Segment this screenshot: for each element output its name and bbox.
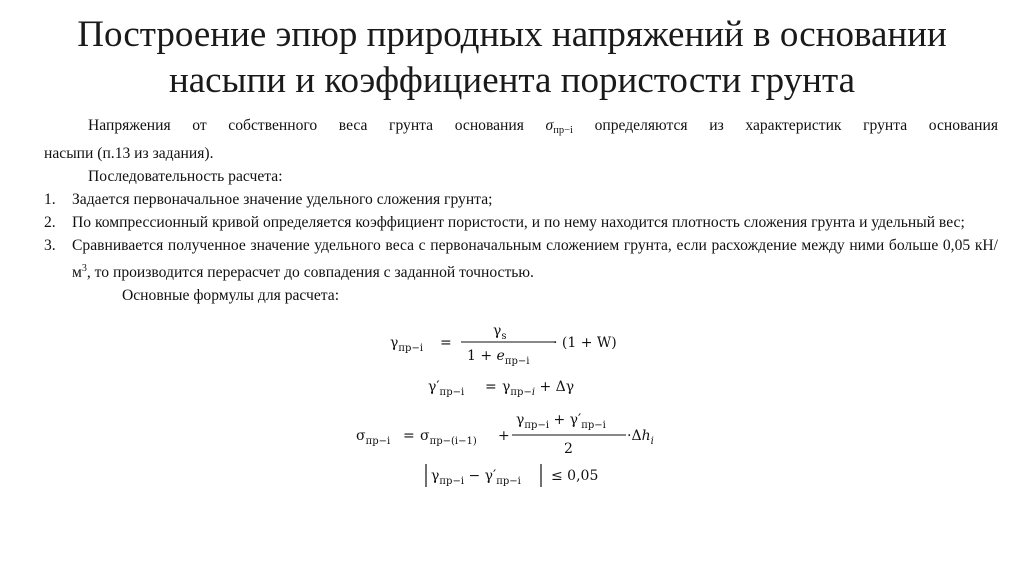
svg-text:γпр−i + Δγ: $\gamma_{пр-}i + \Delta\gamma$ (502, 379, 575, 398)
intro-paragraph (44, 114, 998, 142)
intro-part-2: определяются из характеристик грунта основания (572, 117, 998, 134)
intro-symbol: σ (545, 117, 554, 134)
svg-text:γпр−i + γ′пр−i: $\gamma_{пр-i} + \gamma'_{пр-i}$ (516, 412, 606, 431)
intro-line-2: насыпи (п.13 из задания). (44, 145, 214, 162)
formula-2 (428, 379, 574, 398)
formula-3 (356, 412, 654, 457)
svg-text:1 + eпр−i: $1 + e_{пр-i}$ (467, 348, 530, 367)
svg-text:=: = (485, 379, 497, 395)
slide-body (44, 114, 998, 307)
formulas-label: Основные формулы для расчета: (122, 287, 340, 304)
svg-text:· (1 + W): · (1 + W) (553, 335, 617, 351)
svg-text:≤ 0,05: ≤ 0,05 (551, 468, 599, 484)
formulas-svg (0, 316, 1024, 496)
step-2 (44, 211, 998, 234)
svg-text:γ′пр−i: $\gamma'_{пр-i}$ (428, 379, 465, 398)
formula-1 (390, 323, 617, 367)
step-text: Задается первоначальное значение удельного сложения грунта; (72, 191, 493, 208)
step-number: 1. (44, 191, 56, 208)
svg-text:γпр−i − γ′пр−i: $\gamma_{пр-i} - \gamma'_{пр-i}$ (431, 468, 521, 487)
svg-text:+: + (498, 428, 510, 444)
step-3-text-b: , то производится перерасчет до совпадения с заданной точностью. (86, 264, 534, 281)
svg-text:=: = (440, 335, 452, 351)
svg-text:γпр−i: $\gamma_{пр-i}$ (390, 335, 424, 354)
svg-text:=: = (403, 428, 415, 444)
step-text (72, 234, 998, 284)
step-1 (44, 188, 998, 211)
svg-text:σпр−i: $\sigma_{пр-i}$ (356, 428, 391, 447)
svg-text:2: 2 (564, 441, 573, 457)
title-line-1: Построение эпюр природных напряжений в основании (77, 14, 947, 55)
step-3 (44, 234, 998, 284)
intro-part-1: Напряжения от собственного веса грунта основания (88, 117, 546, 134)
step-text: По компрессионный кривой определяется коэффициент пористости, и по нему находится плотность сложения грунта и удельный вес; (72, 214, 965, 231)
step-3-superscript: 3 (81, 263, 87, 274)
step-number: 2. (44, 214, 56, 231)
slide-title (0, 12, 1024, 104)
svg-text:σпр−(i−1): $\sigma_{пр-(i-1)}$ (420, 428, 477, 447)
step-number: 3. (44, 237, 56, 254)
title-line-2: насыпи и коэффициента пористости грунта (168, 60, 856, 101)
svg-text:γs: $\gamma_s$ (493, 323, 507, 342)
step-3-text-a: Сравнивается полученное значение удельного веса с первоначальным сложением грунта, если расхождение между ними больше 0,05 кН/м (72, 237, 998, 281)
intro-symbol-sub: пр−i (553, 125, 573, 136)
sequence-label: Последовательность расчета: (88, 168, 283, 185)
formula-block (0, 316, 1024, 501)
formula-4 (426, 464, 598, 487)
svg-text:·Δhi: $\cdot\Delta h_i$ (627, 428, 654, 447)
